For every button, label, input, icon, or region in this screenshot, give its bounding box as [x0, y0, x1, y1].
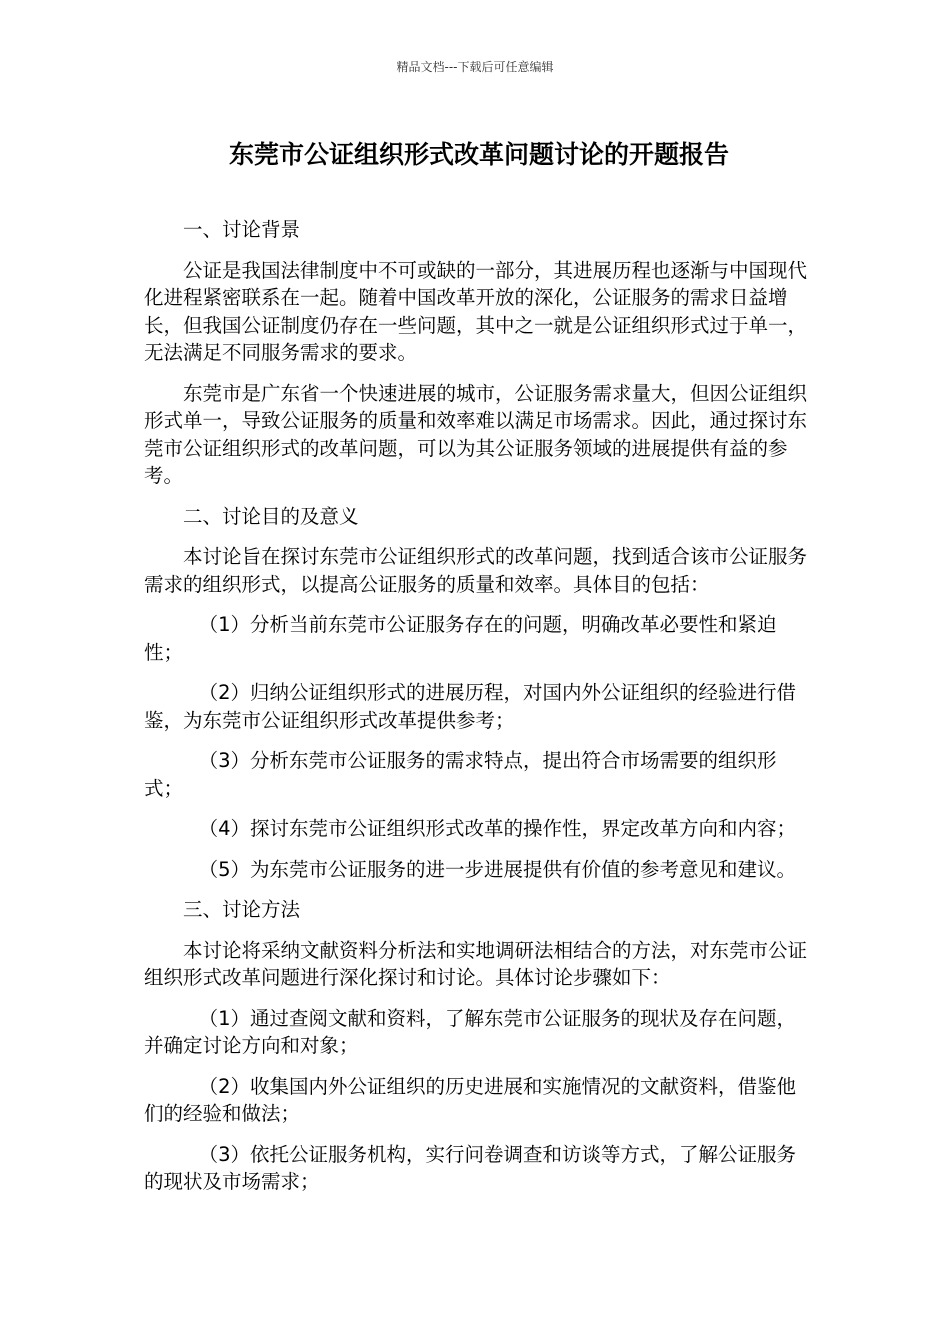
body-paragraph: 本讨论旨在探讨东莞市公证组织形式的改革问题，找到适合该市公证服务需求的组织形式，以提高公证服务的质量和效率。具体目的包括：	[144, 545, 808, 596]
paragraph-list	[144, 216, 814, 1196]
list-item: （3）分析东莞市公证服务的需求特点，提出符合市场需要的组织形式；	[144, 749, 777, 800]
section-heading: 二、讨论目的及意义	[183, 504, 359, 528]
list-item: （1）分析当前东莞市公证服务存在的问题，明确改革必要性和紧迫性；	[144, 613, 777, 664]
section-heading: 三、讨论方法	[183, 898, 301, 921]
document-body	[144, 138, 814, 1209]
list-item: （3）依托公证服务机构，实行问卷调查和访谈等方式，了解公证服务的现状及市场需求；	[144, 1142, 797, 1193]
body-paragraph: 东莞市是广东省一个快速进展的城市，公证服务需求量大，但因公证组织形式单一，导致公证服务的质量和效率难以满足市场需求。因此，通过探讨东莞市公证组织形式的改革问题，可以为其公证服务领域的进展提供有益的参考。	[144, 381, 808, 487]
list-item: （2）归纳公证组织形式的进展历程，对国内外公证组织的经验进行借鉴，为东莞市公证组织形式改革提供参考；	[144, 681, 797, 732]
list-item: （5）为东莞市公证服务的进一步进展提供有价值的参考意见和建议。	[198, 857, 797, 881]
list-item: （2）收集国内外公证组织的历史进展和实施情况的文献资料，借鉴他们的经验和做法；	[144, 1074, 797, 1125]
body-paragraph: 公证是我国法律制度中不可或缺的一部分，其进展历程也逐渐与中国现代化进程紧密联系在一起。随着中国改革开放的深化，公证服务的需求日益增长，但我国公证制度仍存在一些问题，其中之一就是公证组织形式过于单一，无法满足不同服务需求的要求。	[144, 258, 808, 364]
body-paragraph: 本讨论将采纳文献资料分析法和实地调研法相结合的方法，对东莞市公证组织形式改革问题进行深化探讨和讨论。具体讨论步骤如下：	[144, 938, 808, 989]
page-header: 精品文档---下载后可任意编辑	[396, 60, 554, 74]
section-heading: 一、讨论背景	[183, 218, 301, 241]
list-item: （4）探讨东莞市公证组织形式改革的操作性，界定改革方向和内容；	[198, 817, 797, 840]
document-title: 东莞市公证组织形式改革问题讨论的开题报告	[228, 140, 729, 169]
list-item: （1）通过查阅文献和资料，了解东莞市公证服务的现状及存在问题，并确定讨论方向和对象；	[144, 1006, 797, 1057]
